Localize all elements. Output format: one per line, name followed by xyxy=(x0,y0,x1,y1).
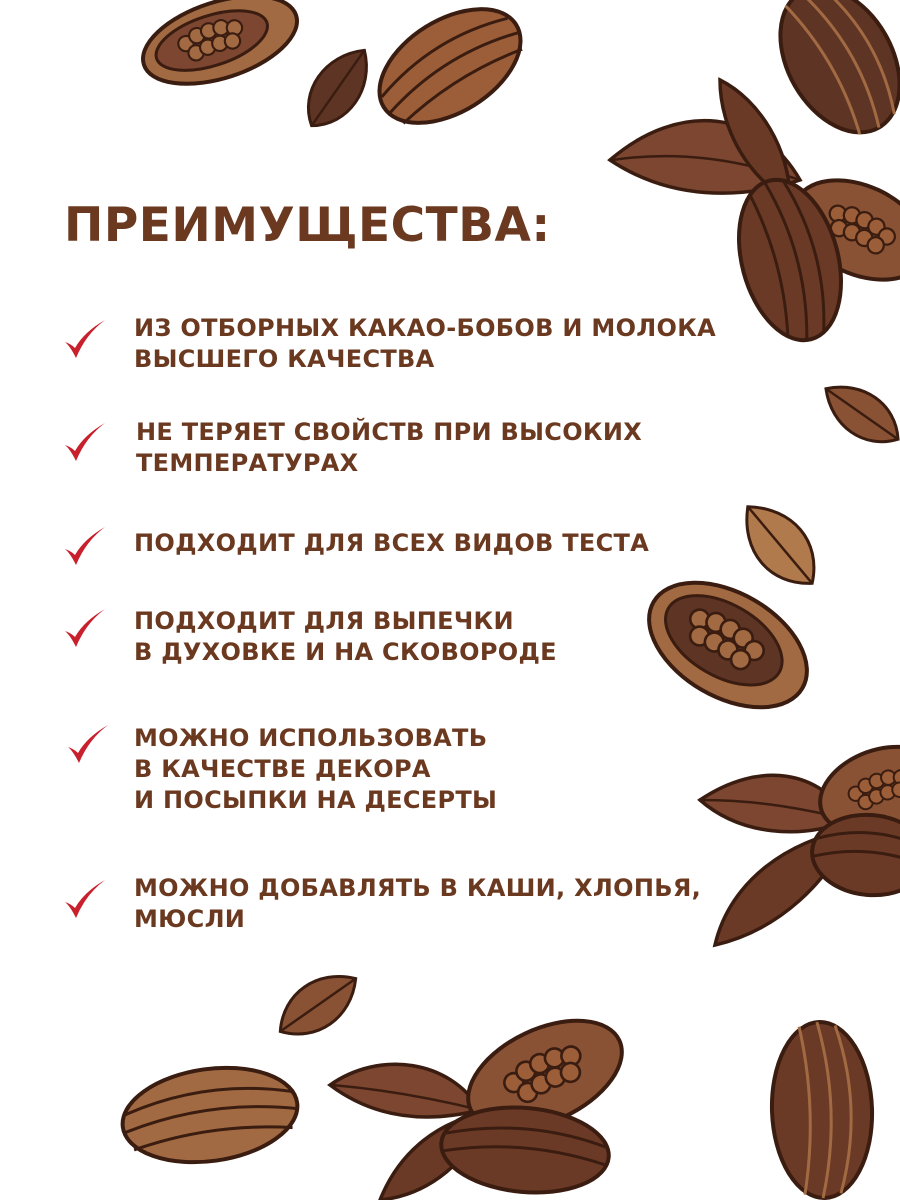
benefit-text xyxy=(134,873,701,935)
benefit-text xyxy=(134,723,497,816)
benefit-text xyxy=(134,313,716,375)
cocoa-leaf-icon xyxy=(293,37,383,138)
benefit-line: ПОДХОДИТ ДЛЯ ВСЕХ ВИДОВ ТЕСТА xyxy=(134,529,650,557)
benefit-line: ПОДХОДИТ ДЛЯ ВЫПЕЧКИ xyxy=(134,607,514,635)
cocoa-pod-open-icon xyxy=(132,0,308,101)
cocoa-pod-icon xyxy=(756,0,900,154)
benefit-line: МОЖНО ДОБАВЛЯТЬ В КАШИ, ХЛОПЬЯ, xyxy=(134,874,702,902)
cocoa-branch-icon xyxy=(330,999,639,1200)
cocoa-branch-icon xyxy=(700,731,900,945)
cocoa-leaf-icon xyxy=(728,490,831,599)
benefit-line: ВЫСШЕГО КАЧЕСТВА xyxy=(134,345,435,373)
cocoa-pod-icon xyxy=(359,0,540,146)
benefit-text xyxy=(134,606,557,668)
page-title: ПРЕИМУЩЕСТВА: xyxy=(64,198,551,253)
benefit-line: ТЕМПЕРАТУРАХ xyxy=(136,449,359,477)
benefit-line: МОЖНО ИСПОЛЬЗОВАТЬ xyxy=(134,724,488,752)
cocoa-pod-icon xyxy=(769,1020,875,1199)
cocoa-leaf-icon xyxy=(814,372,900,457)
benefit-line: И ПОСЫПКИ НА ДЕСЕРТЫ xyxy=(134,786,498,814)
benefit-line: МЮСЛИ xyxy=(134,905,246,933)
benefit-line: ИЗ ОТБОРНЫХ КАКАО-БОБОВ И МОЛОКА xyxy=(134,314,717,342)
cocoa-leaf-icon xyxy=(267,960,368,1050)
benefit-line: В ДУХОВКЕ И НА СКОВОРОДЕ xyxy=(134,638,557,666)
benefit-text xyxy=(134,528,649,559)
benefit-text xyxy=(136,417,642,479)
benefit-line: В КАЧЕСТВЕ ДЕКОРА xyxy=(134,755,431,783)
cocoa-pod-icon xyxy=(116,1057,303,1173)
benefit-line: НЕ ТЕРЯЕТ СВОЙСТВ ПРИ ВЫСОКИХ xyxy=(136,418,643,446)
